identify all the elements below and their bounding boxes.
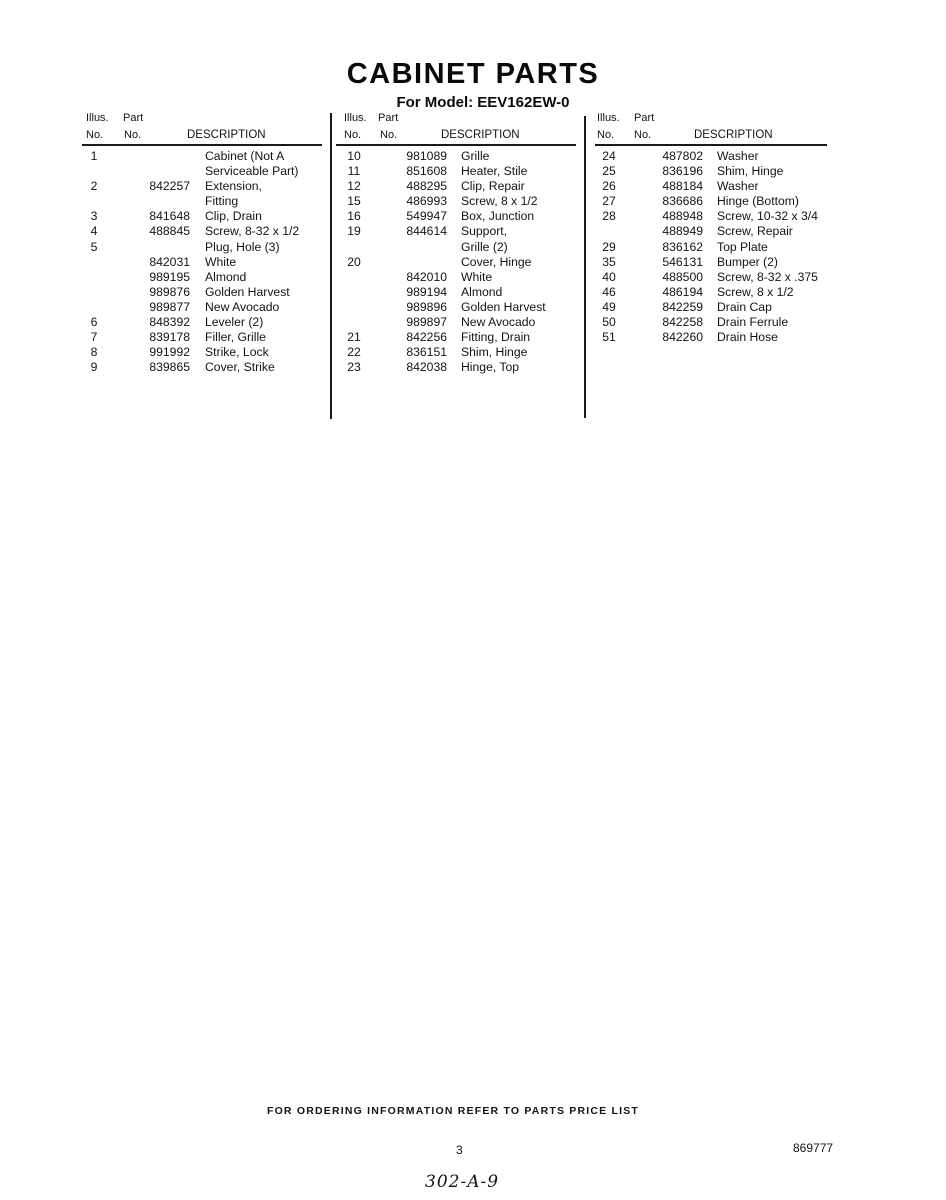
header-part: Part [634,112,655,124]
part-description: Screw, 8 x 1/2 [717,284,794,299]
part-number: 546131 [662,254,703,269]
part-number: 989194 [406,284,447,299]
part-description: New Avocado [461,315,536,330]
part-description: Box, Junction [461,209,535,224]
part-row [597,194,837,209]
illus-number: 51 [602,330,616,345]
illus-number: 50 [602,315,616,330]
part-row [342,315,578,330]
part-number: 836196 [662,164,703,179]
part-row [597,224,837,239]
header-rule [82,144,322,146]
part-row [86,255,326,270]
part-number: 488845 [149,224,190,239]
illus-number: 9 [90,360,98,375]
parts-rows [597,149,837,345]
part-number: 989897 [406,315,447,330]
part-row [86,270,326,285]
parts-column-2 [342,112,578,375]
part-description: Hinge, Top [461,360,520,375]
part-description: Heater, Stile [461,164,528,179]
part-description: Clip, Repair [461,179,525,194]
part-description: Bumper (2) [717,254,778,269]
part-row [342,149,578,164]
part-description: Strike, Lock [205,345,269,360]
part-row [597,315,837,330]
part-row [342,194,578,209]
part-number: 488949 [662,224,703,239]
part-row [597,300,837,315]
part-description: New Avocado [205,299,280,314]
part-number: 549947 [406,209,447,224]
part-description: Top Plate [717,239,768,254]
part-row [597,330,837,345]
illus-number: 5 [90,239,98,254]
header-part: Part [123,112,144,124]
part-row [342,164,578,179]
illus-number: 26 [602,179,616,194]
part-number: 839178 [149,330,190,345]
part-row [597,209,837,224]
part-number: 844614 [406,224,447,239]
header-rule [595,144,827,146]
part-number: 989876 [149,284,190,299]
part-row [86,300,326,315]
illus-number: 22 [347,345,361,360]
illus-number: 10 [347,149,361,163]
header-description: DESCRIPTION [187,129,266,141]
part-description: Screw, 8-32 x 1/2 [205,224,300,239]
part-row [86,285,326,300]
part-number: 836686 [662,194,703,209]
model-subtitle: For Model: EEV162EW-0 [396,94,570,111]
illus-number: 21 [347,330,361,345]
page-title: CABINET PARTS [346,58,600,90]
part-number: 836162 [662,239,703,254]
part-number: 842259 [662,299,703,314]
part-row [86,224,326,239]
illus-number: 24 [602,149,616,163]
part-description: Cover, Hinge [461,254,532,269]
part-row [86,209,326,224]
part-row [86,194,326,209]
part-number: 842010 [406,269,447,284]
part-description: Drain Ferrule [717,315,789,330]
part-number: 842258 [662,315,703,330]
illus-number: 3 [90,209,98,224]
header-illus-no: No. [344,129,362,141]
parts-rows [342,149,578,375]
part-description: Almond [205,269,247,284]
column-header [86,112,326,146]
part-description: Hinge (Bottom) [717,194,799,209]
ordering-info: FOR ORDERING INFORMATION REFER TO PARTS PRICE LIST [266,1105,640,1117]
illus-number: 20 [347,254,361,269]
part-number: 486194 [662,284,703,299]
part-description: Golden Harvest [461,299,546,314]
illus-number: 8 [90,345,98,360]
part-description: Golden Harvest [205,284,290,299]
part-description: Drain Cap [717,299,772,314]
part-row [342,285,578,300]
part-row [597,164,837,179]
header-part-no: No. [124,129,142,141]
part-row [342,209,578,224]
part-description: Screw, 10-32 x 3/4 [717,209,818,224]
part-number: 989195 [149,269,190,284]
illus-number: 7 [90,330,98,345]
part-description: Drain Hose [717,330,778,345]
parts-rows [86,149,326,375]
document-number: 869777 [793,1141,834,1155]
illus-number: 6 [90,315,98,330]
part-row [86,240,326,255]
part-row [86,330,326,345]
part-row [342,179,578,194]
part-row [342,345,578,360]
part-description: White [205,254,237,269]
part-description: Screw, 8 x 1/2 [461,194,538,209]
part-number: 842257 [149,179,190,194]
illus-number: 11 [347,164,361,179]
header-description: DESCRIPTION [441,129,520,141]
illus-number: 19 [347,224,361,239]
part-description: Leveler (2) [205,315,264,330]
header-illus: Illus. [597,112,620,124]
part-row [86,179,326,194]
part-number: 851608 [406,164,447,179]
part-row [342,270,578,285]
illus-number: 27 [602,194,616,209]
illus-number: 12 [347,179,361,194]
part-row [86,315,326,330]
part-row [86,164,326,179]
part-row [597,285,837,300]
header-illus-no: No. [86,129,104,141]
part-description: Support, [461,224,508,239]
part-description: Grille (2) [461,239,508,254]
column-header [597,112,837,146]
illus-number: 35 [602,254,616,269]
part-number: 842038 [406,360,447,375]
part-description: Cabinet (Not A [205,149,285,163]
header-illus-no: No. [597,129,615,141]
part-description: Almond [461,284,503,299]
part-number: 981089 [406,149,447,163]
illus-number: 46 [602,284,616,299]
illus-number: 29 [602,239,616,254]
part-row [342,255,578,270]
illus-number: 2 [90,179,98,194]
part-description: White [461,269,493,284]
column-header [342,112,578,146]
part-number: 488500 [662,269,703,284]
part-row [86,345,326,360]
illus-number: 1 [90,149,98,163]
header-illus: Illus. [86,112,109,124]
illus-number: 16 [347,209,361,224]
illus-number: 28 [602,209,616,224]
part-number: 839865 [149,360,190,375]
part-number: 836151 [406,345,447,360]
part-description: Filler, Grille [205,330,266,345]
part-number: 488948 [662,209,703,224]
header-part: Part [378,112,399,124]
part-row [597,149,837,164]
part-row [597,255,837,270]
column-divider [584,116,586,418]
part-row [342,330,578,345]
part-description: Fitting, Drain [461,330,531,345]
part-description: Shim, Hinge [461,345,528,360]
part-number: 842256 [406,330,447,345]
parts-column-3 [597,112,837,345]
part-description: Screw, 8-32 x .375 [717,269,818,284]
part-number: 486993 [406,194,447,209]
part-number: 848392 [149,315,190,330]
part-number: 991992 [149,345,190,360]
part-number: 989896 [406,299,447,314]
illus-number: 23 [347,360,361,375]
column-divider [330,113,332,419]
part-description: Screw, Repair [717,224,793,239]
parts-column-1 [86,112,326,375]
part-description: Washer [717,149,759,163]
part-description: Cover, Strike [205,360,275,375]
part-row [597,179,837,194]
part-description: Fitting [205,194,239,209]
part-row [597,270,837,285]
part-row [86,149,326,164]
header-description: DESCRIPTION [694,129,773,141]
part-row [342,224,578,239]
part-row [342,360,578,375]
part-description: Clip, Drain [205,209,262,224]
illus-number: 25 [602,164,616,179]
illus-number: 40 [602,269,616,284]
part-number: 488184 [662,179,703,194]
handwritten-note: 302-A-9 [425,1172,500,1192]
part-row [342,300,578,315]
part-number: 841648 [149,209,190,224]
illus-number: 15 [347,194,361,209]
part-description: Grille [461,149,490,163]
part-row [597,240,837,255]
header-illus: Illus. [344,112,367,124]
part-description: Shim, Hinge [717,164,784,179]
illus-number: 49 [602,299,616,314]
part-number: 989877 [149,299,190,314]
illus-number: 4 [90,224,98,239]
part-number: 842031 [149,254,190,269]
part-number: 488295 [406,179,447,194]
header-part-no: No. [634,129,652,141]
part-description: Washer [717,179,759,194]
part-description: Plug, Hole (3) [205,239,280,254]
part-number: 487802 [662,149,703,163]
part-number: 842260 [662,330,703,345]
page-number: 3 [456,1143,463,1157]
part-description: Extension, [205,179,262,194]
header-rule [336,144,576,146]
header-part-no: No. [380,129,398,141]
part-row [342,240,578,255]
part-description: Serviceable Part) [205,164,299,179]
part-row [86,360,326,375]
